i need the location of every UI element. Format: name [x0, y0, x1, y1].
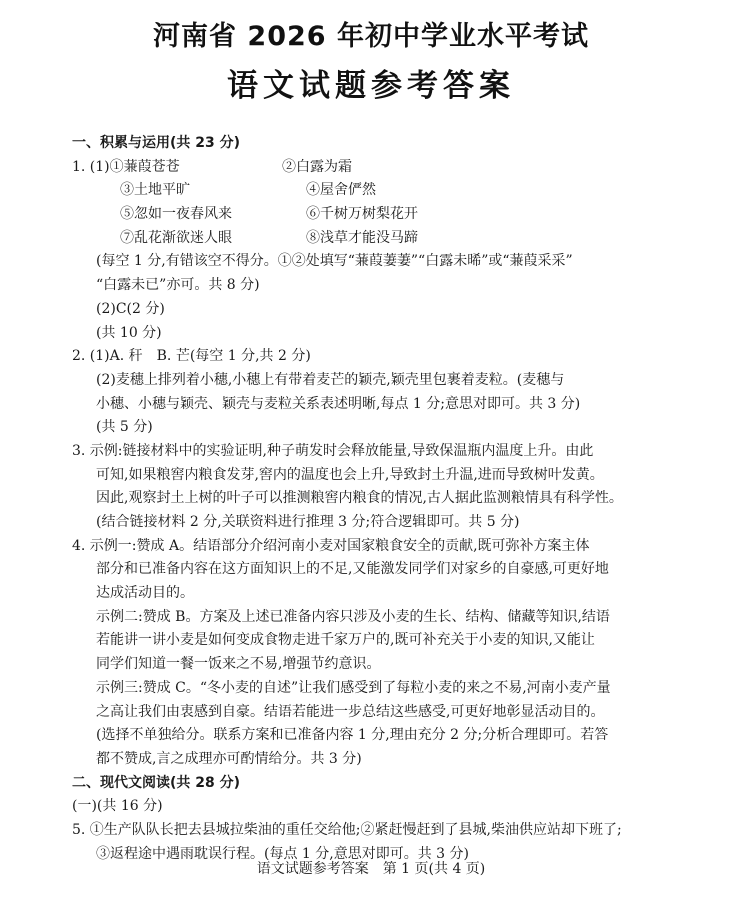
q4-line-3: 达成活动目的。 [96, 585, 194, 602]
q5-line-1: 5. ①生产队队长把去县城拉柴油的重任交给他;②紧赶慢赶到了县城,柴油供应站却下班了; [72, 821, 622, 838]
q4-line-5: 若能讲一讲小麦是如何变成食物走进千家万户的,既可补充关于小麦的知识,又能让 [96, 632, 595, 649]
q1-blank-6: ⑥千树万树梨花开 [306, 206, 418, 223]
q1-blank-4: ④屋舍俨然 [306, 182, 376, 199]
q4-line-7: 示例三:赞成 C。“冬小麦的自述”让我们感受到了每粒小麦的来之不易,河南小麦产量 [96, 679, 611, 696]
q1-blank-5: ⑤忽如一夜春风来 [120, 206, 232, 223]
q1-total: (共 10 分) [96, 324, 162, 341]
q5-line-2: ③返程途中遇雨耽误行程。(每点 1 分,意思对即可。共 3 分) [96, 845, 469, 862]
q2-part-1: 2. (1)A. 秆 B. 芒(每空 1 分,共 2 分) [72, 348, 311, 365]
q4-line-2: 部分和已准备内容在这方面知识上的不足,又能激发同学们对家乡的自豪感,可更好地 [96, 561, 609, 578]
q1-blank-8: ⑧浅草才能没马蹄 [306, 229, 418, 246]
answer-body [72, 132, 672, 866]
q4-line-8: 之高让我们由衷感到自豪。结语若能进一步总结这些感受,可更好地彰显活动目的。 [96, 703, 605, 720]
q1-blank-7: ⑦乱花渐欲迷人眼 [120, 229, 232, 246]
q3-line-2: 可知,如果粮窖内粮食发芽,窖内的温度也会上升,导致封土升温,进而导致树叶发黄。 [96, 466, 604, 483]
page-footer: 语文试题参考答案 第 1 页(共 4 页) [256, 861, 486, 877]
q2-total: (共 5 分) [96, 419, 153, 436]
q1-row-1 [72, 156, 672, 180]
answer-key-title: 语文试题参考答案 [227, 68, 515, 104]
q1-row-3 [72, 203, 672, 227]
q1-row-4 [72, 227, 672, 251]
q4-line-10: 都不赞成,言之成理亦可酌情给分。共 3 分) [96, 750, 362, 767]
q4-line-6: 同学们知道一餐一饭来之不易,增强节约意识。 [96, 656, 381, 673]
exam-title: 河南省 2026 年初中学业水平考试 [153, 21, 589, 52]
q1-note-line-1: (每空 1 分,有错该空不得分。①②处填写“蒹葭萋萋”“白露未晞”或“蒹葭采采” [96, 253, 573, 270]
section-2-part-1-heading: (一)(共 16 分) [72, 798, 163, 815]
q3-line-4: (结合链接材料 2 分,关联资料进行推理 3 分;符合逻辑即可。共 5 分) [96, 514, 520, 530]
q3-line-3: 因此,观察封土上树的叶子可以推测粮窖内粮食的情况,古人据此监测粮情具有科学性。 [96, 490, 623, 507]
q2-part-2-line-2: 小穗、小穗与颖壳、颖壳与麦粒关系表述明晰,每点 1 分;意思对即可。共 3 分) [96, 395, 581, 412]
section-2-heading: 二、现代文阅读(共 28 分) [72, 774, 241, 791]
q2-part-2-line-1: (2)麦穗上排列着小穗,小穗上有带着麦芒的颖壳,颖壳里包裹着麦粒。(麦穗与 [96, 371, 565, 388]
q4-line-4: 示例二:赞成 B。方案及上述已准备内容只涉及小麦的生长、结构、储藏等知识,结语 [96, 608, 610, 625]
q1-part-2: (2)C(2 分) [96, 300, 165, 317]
q1-blank-1: 1. (1)①蒹葭苍苍 [72, 158, 180, 175]
q1-note-line-2: “白露未已”亦可。共 8 分) [96, 277, 260, 294]
section-1-heading: 一、积累与运用(共 23 分) [72, 135, 241, 151]
q1-blank-2: ②白露为霜 [282, 158, 352, 175]
q3-line-1: 3. 示例:链接材料中的实验证明,种子萌发时会释放能量,导致保温瓶内温度上升。由此 [72, 442, 594, 459]
q1-row-2 [72, 179, 672, 203]
q4-line-1: 4. 示例一:赞成 A。结语部分介绍河南小麦对国家粮食安全的贡献,既可弥补方案主体 [72, 537, 590, 554]
q4-line-9: (选择不单独给分。联系方案和已准备内容 1 分,理由充分 2 分;分析合理即可。若答 [96, 727, 609, 744]
q1-blank-3: ③土地平旷 [120, 182, 190, 199]
